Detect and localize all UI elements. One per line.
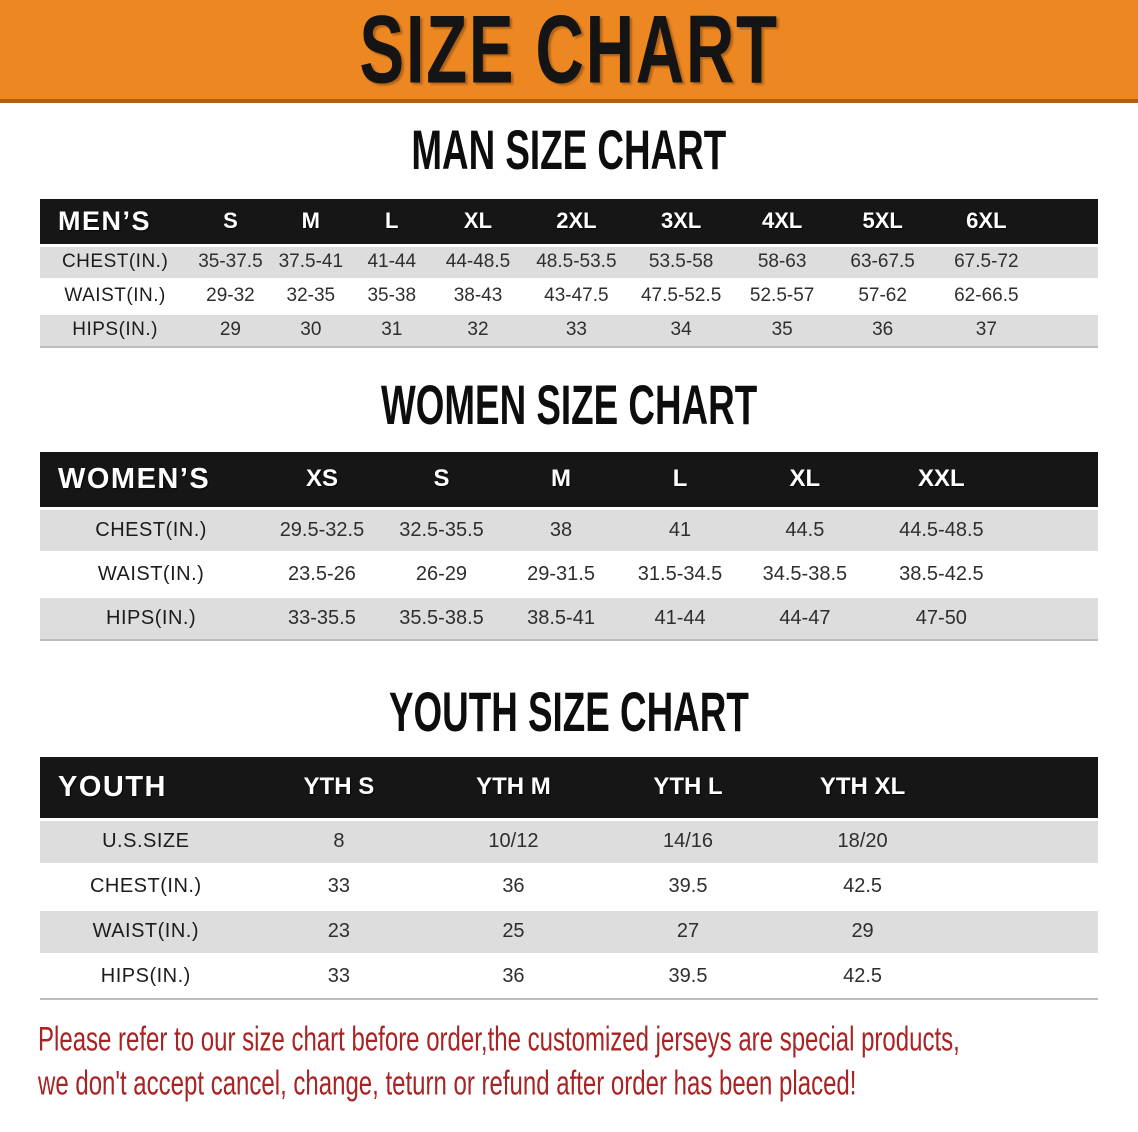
table-row-hips (40, 596, 1098, 640)
measurement-cell: 34 (629, 313, 733, 347)
column-header-size: XXL (918, 465, 965, 493)
table-row-chest (40, 508, 1098, 552)
row-label-cell: CHEST(IN.) (40, 508, 262, 552)
measurement-cell: 33-35.5 (262, 596, 382, 640)
measurement-cell: 39.5 (601, 864, 776, 909)
column-header-size: 3XL (660, 208, 702, 234)
column-header-size: XL (789, 465, 821, 493)
measurement-cell: 32-35 (271, 279, 351, 313)
measurement-cell: 53.5-58 (629, 245, 733, 279)
women-header-row (40, 452, 1098, 508)
row-label-cell: HIPS(IN.) (40, 596, 262, 640)
men-table-title-cell: MEN’S (58, 205, 152, 236)
measurement-cell: 41-44 (621, 596, 739, 640)
table-row-waist (40, 552, 1098, 596)
measurement-cell: 63-67.5 (831, 245, 934, 279)
measurement-cell: 42.5 (775, 954, 950, 999)
banner (0, 0, 1138, 103)
spacer-cell (1012, 452, 1098, 508)
measurement-cell: 27 (601, 909, 776, 954)
measurement-cell: 33 (252, 864, 427, 909)
measurement-cell: 23.5-26 (262, 552, 382, 596)
measurement-cell: 41-44 (351, 245, 432, 279)
row-label-cell: HIPS(IN.) (40, 954, 252, 999)
spacer-cell (950, 757, 1098, 819)
disclaimer-line-2: we don't accept cancel, change, teturn or refund after order has been placed! (38, 1064, 857, 1103)
column-header-size: 5XL (862, 208, 903, 234)
row-label-cell: U.S.SIZE (40, 819, 252, 864)
measurement-cell: 8 (252, 819, 427, 864)
youth-section-title: YOUTH SIZE CHART (389, 680, 749, 744)
column-header-size: 2XL (556, 208, 597, 234)
row-label-cell: HIPS(IN.) (40, 313, 190, 347)
spacer-cell (1039, 245, 1098, 279)
women-size-table (40, 452, 1098, 641)
column-header-size: XL (463, 208, 493, 234)
measurement-cell: 29 (190, 313, 270, 347)
measurement-cell: 44-47 (739, 596, 870, 640)
youth-size-table (40, 757, 1098, 1000)
column-header-size: YTH M (476, 773, 551, 801)
column-header-size: M (301, 208, 320, 234)
measurement-cell: 31.5-34.5 (621, 552, 739, 596)
measurement-cell: 10/12 (426, 819, 601, 864)
measurement-cell: 32.5-35.5 (382, 508, 502, 552)
disclaimer-note (38, 1018, 1138, 1106)
measurement-cell: 26-29 (382, 552, 502, 596)
column-header-size: L (672, 465, 688, 493)
men-header-row (40, 199, 1098, 245)
column-header-size: YTH L (653, 773, 723, 801)
spacer-cell (1039, 199, 1098, 245)
measurement-cell: 29-31.5 (501, 552, 621, 596)
measurement-cell: 23 (252, 909, 427, 954)
table-row-waist (40, 279, 1098, 313)
row-label-cell: WAIST(IN.) (40, 279, 190, 313)
column-header-size: YTH S (303, 773, 375, 801)
measurement-cell: 42.5 (775, 864, 950, 909)
measurement-cell: 44.5-48.5 (870, 508, 1012, 552)
spacer-cell (1039, 279, 1098, 313)
measurement-cell: 33 (252, 954, 427, 999)
women-section-title: WOMEN SIZE CHART (380, 373, 758, 437)
men-size-table (40, 199, 1098, 348)
women-table-title-cell: WOMEN’S (58, 462, 211, 495)
column-header-size: 6XL (966, 208, 1007, 234)
measurement-cell: 36 (426, 954, 601, 999)
measurement-cell: 25 (426, 909, 601, 954)
row-label-cell: WAIST(IN.) (40, 909, 252, 954)
column-header-size: S (433, 465, 450, 493)
measurement-cell: 29.5-32.5 (262, 508, 382, 552)
measurement-cell: 48.5-53.5 (523, 245, 629, 279)
youth-header-row (40, 757, 1098, 819)
measurement-cell: 33 (523, 313, 629, 347)
measurement-cell: 38.5-42.5 (870, 552, 1012, 596)
spacer-cell (950, 819, 1098, 864)
measurement-cell: 14/16 (601, 819, 776, 864)
measurement-cell: 44.5 (739, 508, 870, 552)
table-row-us-size (40, 819, 1098, 864)
measurement-cell: 44-48.5 (433, 245, 524, 279)
spacer-cell (1012, 552, 1098, 596)
youth-table-title-cell: YOUTH (58, 770, 167, 803)
column-header-size: 4XL (761, 208, 803, 234)
measurement-cell: 39.5 (601, 954, 776, 999)
measurement-cell: 43-47.5 (523, 279, 629, 313)
measurement-cell: 62-66.5 (934, 279, 1039, 313)
measurement-cell: 37 (934, 313, 1039, 347)
spacer-cell (1012, 596, 1098, 640)
measurement-cell: 67.5-72 (934, 245, 1039, 279)
page-title: SIZE CHART (359, 0, 779, 103)
measurement-cell: 35-38 (351, 279, 432, 313)
measurement-cell: 41 (621, 508, 739, 552)
spacer-cell (1039, 313, 1098, 347)
row-label-cell: WAIST(IN.) (40, 552, 262, 596)
measurement-cell: 38 (501, 508, 621, 552)
column-header-size: M (551, 465, 572, 493)
disclaimer-line-1: Please refer to our size chart before order,the customized jerseys are special products, (38, 1020, 960, 1059)
women-section-heading (0, 373, 1138, 437)
measurement-cell: 57-62 (831, 279, 934, 313)
measurement-cell: 35.5-38.5 (382, 596, 502, 640)
measurement-cell: 52.5-57 (733, 279, 831, 313)
table-row-chest (40, 245, 1098, 279)
spacer-cell (950, 909, 1098, 954)
column-header-size: S (223, 208, 238, 234)
spacer-cell (950, 954, 1098, 999)
measurement-cell: 47.5-52.5 (629, 279, 733, 313)
youth-section-heading (0, 680, 1138, 744)
table-row-waist (40, 909, 1098, 954)
measurement-cell: 34.5-38.5 (739, 552, 870, 596)
table-row-hips (40, 313, 1098, 347)
measurement-cell: 18/20 (775, 819, 950, 864)
measurement-cell: 35-37.5 (190, 245, 270, 279)
measurement-cell: 36 (831, 313, 934, 347)
measurement-cell: 30 (271, 313, 351, 347)
men-section-title: MAN SIZE CHART (411, 118, 727, 182)
men-section-heading (0, 118, 1138, 182)
measurement-cell: 47-50 (870, 596, 1012, 640)
row-label-cell: CHEST(IN.) (40, 864, 252, 909)
measurement-cell: 37.5-41 (271, 245, 351, 279)
table-row-chest (40, 864, 1098, 909)
measurement-cell: 38.5-41 (501, 596, 621, 640)
measurement-cell: 36 (426, 864, 601, 909)
row-label-cell: CHEST(IN.) (40, 245, 190, 279)
measurement-cell: 38-43 (433, 279, 524, 313)
column-header-size: YTH XL (819, 773, 906, 801)
column-header-size: L (385, 208, 399, 234)
measurement-cell: 35 (733, 313, 831, 347)
measurement-cell: 29 (775, 909, 950, 954)
spacer-cell (950, 864, 1098, 909)
measurement-cell: 31 (351, 313, 432, 347)
measurement-cell: 58-63 (733, 245, 831, 279)
spacer-cell (1012, 508, 1098, 552)
measurement-cell: 29-32 (190, 279, 270, 313)
measurement-cell: 32 (433, 313, 524, 347)
table-row-hips (40, 954, 1098, 999)
column-header-size: XS (305, 465, 338, 493)
